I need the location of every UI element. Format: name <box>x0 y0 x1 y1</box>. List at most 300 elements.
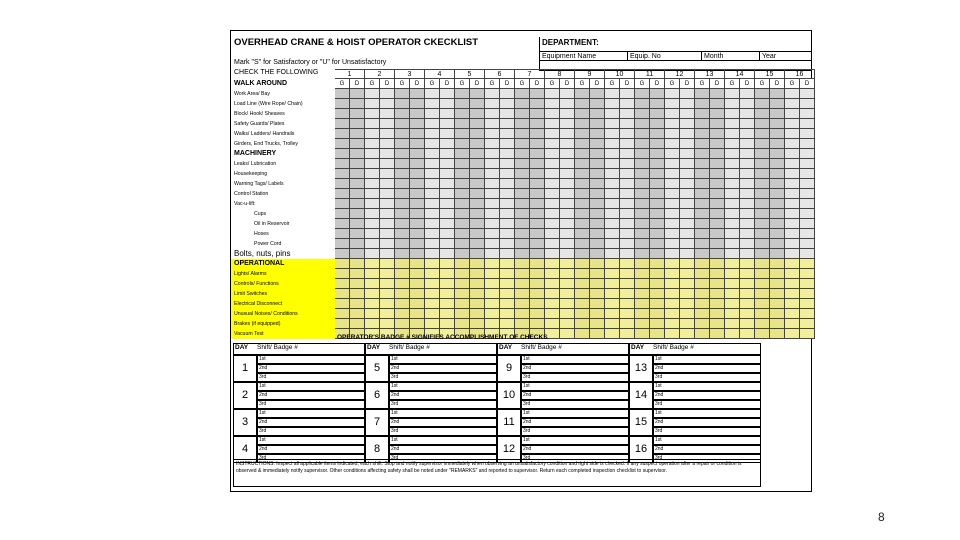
check-cell[interactable] <box>695 289 710 299</box>
check-cell[interactable] <box>650 89 665 99</box>
check-cell[interactable] <box>710 309 725 319</box>
check-cell[interactable] <box>590 139 605 149</box>
check-cell[interactable] <box>335 189 350 199</box>
check-cell[interactable] <box>395 159 410 169</box>
check-cell[interactable] <box>530 119 545 129</box>
check-cell[interactable] <box>725 189 740 199</box>
check-cell[interactable] <box>500 229 515 239</box>
check-cell[interactable] <box>710 239 725 249</box>
check-cell[interactable] <box>365 269 380 279</box>
check-cell[interactable] <box>800 229 815 239</box>
check-cell[interactable] <box>455 149 470 159</box>
check-cell[interactable] <box>485 179 500 189</box>
check-cell[interactable] <box>515 269 530 279</box>
check-cell[interactable] <box>605 89 620 99</box>
check-cell[interactable] <box>440 169 455 179</box>
check-cell[interactable] <box>470 269 485 279</box>
check-cell[interactable] <box>560 149 575 159</box>
check-cell[interactable] <box>725 149 740 159</box>
check-cell[interactable] <box>725 269 740 279</box>
check-cell[interactable] <box>575 229 590 239</box>
check-cell[interactable] <box>485 299 500 309</box>
check-cell[interactable] <box>770 289 785 299</box>
check-cell[interactable] <box>635 89 650 99</box>
check-cell[interactable] <box>740 269 755 279</box>
check-cell[interactable] <box>740 289 755 299</box>
check-cell[interactable] <box>425 249 440 259</box>
check-cell[interactable] <box>770 259 785 269</box>
check-cell[interactable] <box>770 149 785 159</box>
check-cell[interactable] <box>500 89 515 99</box>
check-cell[interactable] <box>350 89 365 99</box>
check-cell[interactable] <box>650 99 665 109</box>
check-cell[interactable] <box>740 329 755 339</box>
check-cell[interactable] <box>650 199 665 209</box>
check-cell[interactable] <box>500 189 515 199</box>
check-cell[interactable] <box>335 319 350 329</box>
check-cell[interactable] <box>395 229 410 239</box>
check-cell[interactable] <box>380 89 395 99</box>
check-cell[interactable] <box>365 199 380 209</box>
check-cell[interactable] <box>335 259 350 269</box>
check-cell[interactable] <box>545 119 560 129</box>
check-cell[interactable] <box>620 229 635 239</box>
check-cell[interactable] <box>470 249 485 259</box>
check-cell[interactable] <box>440 319 455 329</box>
check-cell[interactable] <box>335 269 350 279</box>
check-cell[interactable] <box>635 309 650 319</box>
check-cell[interactable] <box>395 149 410 159</box>
badge-entry-field[interactable] <box>257 418 365 427</box>
check-cell[interactable] <box>530 279 545 289</box>
check-cell[interactable] <box>575 189 590 199</box>
check-cell[interactable] <box>800 169 815 179</box>
check-cell[interactable] <box>515 119 530 129</box>
check-cell[interactable] <box>410 229 425 239</box>
check-cell[interactable] <box>650 299 665 309</box>
check-cell[interactable] <box>410 119 425 129</box>
check-cell[interactable] <box>635 119 650 129</box>
check-cell[interactable] <box>680 129 695 139</box>
check-cell[interactable] <box>725 329 740 339</box>
check-cell[interactable] <box>500 259 515 269</box>
check-cell[interactable] <box>635 259 650 269</box>
check-cell[interactable] <box>620 119 635 129</box>
check-cell[interactable] <box>800 209 815 219</box>
check-cell[interactable] <box>785 299 800 309</box>
check-cell[interactable] <box>695 269 710 279</box>
check-cell[interactable] <box>620 249 635 259</box>
check-cell[interactable] <box>695 309 710 319</box>
check-cell[interactable] <box>620 289 635 299</box>
check-cell[interactable] <box>485 259 500 269</box>
check-cell[interactable] <box>725 139 740 149</box>
check-cell[interactable] <box>515 159 530 169</box>
check-cell[interactable] <box>605 329 620 339</box>
badge-entry-field[interactable] <box>257 400 365 409</box>
check-cell[interactable] <box>350 109 365 119</box>
badge-entry-field[interactable] <box>653 427 761 436</box>
check-cell[interactable] <box>710 249 725 259</box>
check-cell[interactable] <box>455 229 470 239</box>
check-cell[interactable] <box>590 249 605 259</box>
check-cell[interactable] <box>635 249 650 259</box>
check-cell[interactable] <box>440 259 455 269</box>
check-cell[interactable] <box>605 229 620 239</box>
check-cell[interactable] <box>395 109 410 119</box>
badge-entry-field[interactable] <box>389 436 497 445</box>
check-cell[interactable] <box>350 209 365 219</box>
check-cell[interactable] <box>350 269 365 279</box>
check-cell[interactable] <box>740 209 755 219</box>
check-cell[interactable] <box>335 129 350 139</box>
check-cell[interactable] <box>710 89 725 99</box>
check-cell[interactable] <box>350 249 365 259</box>
badge-entry-field[interactable] <box>653 418 761 427</box>
check-cell[interactable] <box>365 299 380 309</box>
check-cell[interactable] <box>470 219 485 229</box>
check-cell[interactable] <box>350 199 365 209</box>
check-cell[interactable] <box>785 219 800 229</box>
check-cell[interactable] <box>440 119 455 129</box>
check-cell[interactable] <box>410 99 425 109</box>
check-cell[interactable] <box>620 189 635 199</box>
check-cell[interactable] <box>545 89 560 99</box>
check-cell[interactable] <box>680 329 695 339</box>
check-cell[interactable] <box>710 289 725 299</box>
check-cell[interactable] <box>530 219 545 229</box>
check-cell[interactable] <box>560 269 575 279</box>
check-cell[interactable] <box>545 129 560 139</box>
check-cell[interactable] <box>530 309 545 319</box>
check-cell[interactable] <box>560 329 575 339</box>
check-cell[interactable] <box>470 89 485 99</box>
badge-entry-field[interactable] <box>653 391 761 400</box>
check-cell[interactable] <box>530 189 545 199</box>
check-cell[interactable] <box>770 129 785 139</box>
check-cell[interactable] <box>620 199 635 209</box>
check-cell[interactable] <box>335 219 350 229</box>
check-cell[interactable] <box>560 169 575 179</box>
check-cell[interactable] <box>380 249 395 259</box>
check-cell[interactable] <box>740 119 755 129</box>
check-cell[interactable] <box>440 109 455 119</box>
check-cell[interactable] <box>710 99 725 109</box>
check-cell[interactable] <box>665 129 680 139</box>
check-cell[interactable] <box>680 109 695 119</box>
check-cell[interactable] <box>590 189 605 199</box>
check-cell[interactable] <box>590 319 605 329</box>
check-cell[interactable] <box>665 89 680 99</box>
check-cell[interactable] <box>680 139 695 149</box>
check-cell[interactable] <box>635 289 650 299</box>
check-cell[interactable] <box>665 229 680 239</box>
check-cell[interactable] <box>635 209 650 219</box>
check-cell[interactable] <box>590 299 605 309</box>
check-cell[interactable] <box>725 239 740 249</box>
check-cell[interactable] <box>680 299 695 309</box>
check-cell[interactable] <box>380 109 395 119</box>
badge-entry-field[interactable] <box>653 400 761 409</box>
check-cell[interactable] <box>650 269 665 279</box>
check-cell[interactable] <box>500 109 515 119</box>
check-cell[interactable] <box>530 299 545 309</box>
check-cell[interactable] <box>440 299 455 309</box>
check-cell[interactable] <box>380 269 395 279</box>
check-cell[interactable] <box>800 99 815 109</box>
check-cell[interactable] <box>590 219 605 229</box>
check-cell[interactable] <box>380 139 395 149</box>
check-cell[interactable] <box>590 279 605 289</box>
month-field[interactable]: Month <box>702 51 760 61</box>
check-cell[interactable] <box>560 289 575 299</box>
check-cell[interactable] <box>665 239 680 249</box>
check-cell[interactable] <box>755 199 770 209</box>
check-cell[interactable] <box>380 169 395 179</box>
check-cell[interactable] <box>785 159 800 169</box>
check-cell[interactable] <box>770 309 785 319</box>
check-cell[interactable] <box>665 259 680 269</box>
check-cell[interactable] <box>605 109 620 119</box>
check-cell[interactable] <box>635 329 650 339</box>
check-cell[interactable] <box>665 199 680 209</box>
check-cell[interactable] <box>335 229 350 239</box>
check-cell[interactable] <box>785 289 800 299</box>
check-cell[interactable] <box>545 189 560 199</box>
check-cell[interactable] <box>770 299 785 309</box>
check-cell[interactable] <box>530 229 545 239</box>
check-cell[interactable] <box>680 179 695 189</box>
check-cell[interactable] <box>515 239 530 249</box>
check-cell[interactable] <box>530 249 545 259</box>
check-cell[interactable] <box>335 289 350 299</box>
check-cell[interactable] <box>770 229 785 239</box>
check-cell[interactable] <box>605 149 620 159</box>
check-cell[interactable] <box>650 309 665 319</box>
check-cell[interactable] <box>470 279 485 289</box>
check-cell[interactable] <box>365 129 380 139</box>
check-cell[interactable] <box>470 299 485 309</box>
check-cell[interactable] <box>635 129 650 139</box>
check-cell[interactable] <box>605 139 620 149</box>
check-cell[interactable] <box>530 129 545 139</box>
check-cell[interactable] <box>410 149 425 159</box>
check-cell[interactable] <box>740 249 755 259</box>
check-cell[interactable] <box>680 99 695 109</box>
check-cell[interactable] <box>800 329 815 339</box>
check-cell[interactable] <box>410 209 425 219</box>
check-cell[interactable] <box>485 149 500 159</box>
check-cell[interactable] <box>365 319 380 329</box>
check-cell[interactable] <box>710 269 725 279</box>
check-cell[interactable] <box>515 129 530 139</box>
check-cell[interactable] <box>470 109 485 119</box>
check-cell[interactable] <box>395 89 410 99</box>
check-cell[interactable] <box>425 209 440 219</box>
check-cell[interactable] <box>350 149 365 159</box>
check-cell[interactable] <box>650 219 665 229</box>
badge-entry-field[interactable] <box>521 382 629 391</box>
check-cell[interactable] <box>575 219 590 229</box>
check-cell[interactable] <box>365 279 380 289</box>
equipment-name-field[interactable]: Equipment Name <box>540 51 628 61</box>
check-cell[interactable] <box>605 289 620 299</box>
badge-entry-field[interactable] <box>389 355 497 364</box>
check-cell[interactable] <box>635 139 650 149</box>
badge-entry-field[interactable] <box>653 373 761 382</box>
check-cell[interactable] <box>605 279 620 289</box>
check-cell[interactable] <box>665 189 680 199</box>
check-cell[interactable] <box>410 139 425 149</box>
check-cell[interactable] <box>515 299 530 309</box>
check-cell[interactable] <box>755 219 770 229</box>
check-cell[interactable] <box>605 239 620 249</box>
check-cell[interactable] <box>395 129 410 139</box>
check-cell[interactable] <box>380 289 395 299</box>
check-cell[interactable] <box>425 99 440 109</box>
check-cell[interactable] <box>635 199 650 209</box>
check-cell[interactable] <box>530 209 545 219</box>
check-cell[interactable] <box>740 129 755 139</box>
check-cell[interactable] <box>695 329 710 339</box>
check-cell[interactable] <box>755 189 770 199</box>
check-cell[interactable] <box>590 179 605 189</box>
check-cell[interactable] <box>650 329 665 339</box>
check-cell[interactable] <box>620 99 635 109</box>
check-cell[interactable] <box>695 159 710 169</box>
check-cell[interactable] <box>605 159 620 169</box>
check-cell[interactable] <box>620 169 635 179</box>
check-cell[interactable] <box>620 319 635 329</box>
check-cell[interactable] <box>575 159 590 169</box>
check-cell[interactable] <box>785 99 800 109</box>
check-cell[interactable] <box>635 159 650 169</box>
check-cell[interactable] <box>500 279 515 289</box>
check-cell[interactable] <box>560 99 575 109</box>
check-cell[interactable] <box>515 249 530 259</box>
check-cell[interactable] <box>710 139 725 149</box>
check-cell[interactable] <box>665 279 680 289</box>
check-cell[interactable] <box>485 319 500 329</box>
check-cell[interactable] <box>410 109 425 119</box>
check-cell[interactable] <box>725 259 740 269</box>
check-cell[interactable] <box>710 119 725 129</box>
check-cell[interactable] <box>590 129 605 139</box>
check-cell[interactable] <box>650 169 665 179</box>
badge-entry-field[interactable] <box>521 427 629 436</box>
check-cell[interactable] <box>740 179 755 189</box>
check-cell[interactable] <box>440 219 455 229</box>
check-cell[interactable] <box>515 179 530 189</box>
check-cell[interactable] <box>695 129 710 139</box>
check-cell[interactable] <box>605 259 620 269</box>
check-cell[interactable] <box>425 319 440 329</box>
check-cell[interactable] <box>605 189 620 199</box>
check-cell[interactable] <box>695 319 710 329</box>
badge-entry-field[interactable] <box>653 364 761 373</box>
check-cell[interactable] <box>695 99 710 109</box>
check-cell[interactable] <box>800 179 815 189</box>
check-cell[interactable] <box>635 279 650 289</box>
check-cell[interactable] <box>770 169 785 179</box>
check-cell[interactable] <box>485 139 500 149</box>
check-cell[interactable] <box>575 329 590 339</box>
check-cell[interactable] <box>680 89 695 99</box>
check-cell[interactable] <box>365 119 380 129</box>
check-cell[interactable] <box>635 169 650 179</box>
check-cell[interactable] <box>380 239 395 249</box>
check-cell[interactable] <box>785 89 800 99</box>
check-cell[interactable] <box>425 219 440 229</box>
check-cell[interactable] <box>335 299 350 309</box>
check-cell[interactable] <box>560 159 575 169</box>
check-cell[interactable] <box>575 259 590 269</box>
badge-entry-field[interactable] <box>521 418 629 427</box>
check-cell[interactable] <box>350 319 365 329</box>
check-cell[interactable] <box>455 99 470 109</box>
check-cell[interactable] <box>680 309 695 319</box>
check-cell[interactable] <box>755 239 770 249</box>
check-cell[interactable] <box>455 89 470 99</box>
check-cell[interactable] <box>650 109 665 119</box>
check-cell[interactable] <box>785 169 800 179</box>
check-cell[interactable] <box>710 149 725 159</box>
check-cell[interactable] <box>770 119 785 129</box>
check-cell[interactable] <box>485 119 500 129</box>
check-cell[interactable] <box>575 139 590 149</box>
check-cell[interactable] <box>680 289 695 299</box>
check-cell[interactable] <box>335 239 350 249</box>
badge-entry-field[interactable] <box>257 427 365 436</box>
check-cell[interactable] <box>395 259 410 269</box>
check-cell[interactable] <box>425 89 440 99</box>
check-cell[interactable] <box>560 219 575 229</box>
check-cell[interactable] <box>695 259 710 269</box>
check-cell[interactable] <box>560 139 575 149</box>
check-cell[interactable] <box>350 239 365 249</box>
check-cell[interactable] <box>770 89 785 99</box>
check-cell[interactable] <box>470 209 485 219</box>
check-cell[interactable] <box>560 109 575 119</box>
check-cell[interactable] <box>755 109 770 119</box>
check-cell[interactable] <box>425 129 440 139</box>
check-cell[interactable] <box>710 159 725 169</box>
check-cell[interactable] <box>605 119 620 129</box>
check-cell[interactable] <box>740 279 755 289</box>
check-cell[interactable] <box>710 169 725 179</box>
check-cell[interactable] <box>770 219 785 229</box>
check-cell[interactable] <box>695 179 710 189</box>
check-cell[interactable] <box>785 279 800 289</box>
check-cell[interactable] <box>635 109 650 119</box>
check-cell[interactable] <box>485 279 500 289</box>
check-cell[interactable] <box>785 259 800 269</box>
check-cell[interactable] <box>350 99 365 109</box>
check-cell[interactable] <box>680 319 695 329</box>
check-cell[interactable] <box>500 219 515 229</box>
check-cell[interactable] <box>725 209 740 219</box>
check-cell[interactable] <box>545 249 560 259</box>
check-cell[interactable] <box>515 279 530 289</box>
check-cell[interactable] <box>575 179 590 189</box>
check-cell[interactable] <box>740 219 755 229</box>
year-field[interactable]: Year <box>760 51 812 61</box>
badge-entry-field[interactable] <box>257 409 365 418</box>
check-cell[interactable] <box>695 189 710 199</box>
check-cell[interactable] <box>365 219 380 229</box>
check-cell[interactable] <box>725 159 740 169</box>
check-cell[interactable] <box>380 179 395 189</box>
